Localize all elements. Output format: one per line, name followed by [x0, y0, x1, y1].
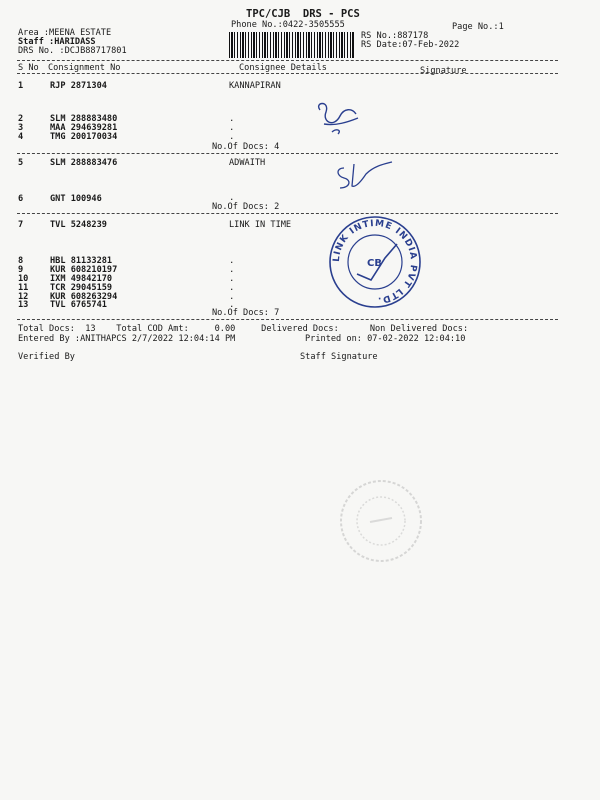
- table-row-consignment: MAA 294639281: [50, 123, 118, 133]
- drs-number: DRS No. :DCJB88717801: [18, 46, 127, 56]
- company-stamp: [327, 214, 423, 310]
- divider: [17, 60, 558, 61]
- table-row-consignment: KUR 608263294: [50, 292, 118, 302]
- divider: [17, 213, 558, 214]
- totals-line: Total Docs: 13 Total COD Amt: 0.00 Delivered Docs: Non Delivered Docs:: [18, 324, 469, 334]
- divider: [17, 319, 558, 320]
- signature-adwaith: [330, 158, 396, 194]
- verified-by-label: Verified By: [18, 352, 75, 362]
- table-row-sno: 1: [18, 81, 24, 91]
- table-row-sno: 12: [18, 292, 29, 302]
- table-row-consignment: KUR 608210197: [50, 265, 118, 275]
- table-row-sno: 7: [18, 220, 24, 230]
- row-dot: .: [229, 300, 235, 310]
- area-label: Area :MEENA ESTATE: [18, 28, 112, 38]
- svg-text:CB: CB: [367, 258, 382, 269]
- table-row-sno: 4: [18, 132, 24, 142]
- table-row-consignment: GNT 100946: [50, 194, 102, 204]
- row-dot: .: [229, 283, 235, 293]
- table-row-sno: 13: [18, 300, 29, 310]
- faded-stamp-mark: [338, 478, 424, 564]
- table-row-sno: 6: [18, 194, 24, 204]
- docs-count: No.Of Docs: 4: [212, 142, 280, 152]
- divider: [17, 153, 558, 154]
- table-row-sno: 2: [18, 114, 24, 124]
- table-row-sno: 10: [18, 274, 29, 284]
- table-row-consignment: RJP 2871304: [50, 81, 107, 91]
- document-title: TPC/CJB DRS - PCS: [246, 8, 360, 20]
- docs-count: No.Of Docs: 2: [212, 202, 280, 212]
- table-row-sno: 8: [18, 256, 24, 266]
- svg-text:LINK INTIME INDIA PVT LTD.: LINK INTIME INDIA PVT LTD.: [331, 218, 419, 305]
- table-row-sno: 9: [18, 265, 24, 275]
- row-dot: .: [229, 292, 235, 302]
- consignee-name: ADWAITH: [229, 158, 266, 168]
- table-row-consignment: TVL 6765741: [50, 300, 107, 310]
- table-row-sno: 5: [18, 158, 24, 168]
- docs-count: No.Of Docs: 7: [212, 308, 280, 318]
- table-row-consignment: TVL 5248239: [50, 220, 107, 230]
- rs-number: RS No.:887178: [361, 31, 429, 41]
- row-dot: .: [229, 132, 235, 142]
- staff-label: Staff :HARIDASS: [18, 37, 96, 47]
- table-row-sno: 11: [18, 283, 29, 293]
- phone-number: Phone No.:0422-3505555: [231, 20, 345, 30]
- table-row-sno: 3: [18, 123, 24, 133]
- page-number: Page No.:1: [452, 22, 504, 32]
- column-header-consignment: Consignment No: [48, 63, 121, 73]
- row-dot: .: [229, 123, 235, 133]
- column-header-sno: S No: [18, 63, 39, 73]
- table-row-consignment: TCR 29045159: [50, 283, 113, 293]
- consignee-name: KANNAPIRAN: [229, 81, 281, 91]
- rs-date: RS Date:07-Feb-2022: [361, 40, 460, 50]
- divider: [17, 73, 558, 74]
- row-dot: .: [229, 274, 235, 284]
- table-row-consignment: IXM 49842170: [50, 274, 113, 284]
- row-dot: .: [229, 265, 235, 275]
- table-row-consignment: TMG 200170034: [50, 132, 118, 142]
- row-dot: .: [229, 193, 235, 203]
- staff-signature-label: Staff Signature: [300, 352, 378, 362]
- row-dot: .: [229, 256, 235, 266]
- column-header-consignee: Consignee Details: [239, 63, 327, 73]
- signature-kannapiran: [312, 98, 362, 138]
- row-dot: .: [229, 114, 235, 124]
- entered-by: Entered By :ANITHAPCS 2/7/2022 12:04:14 PM: [18, 334, 236, 344]
- table-row-consignment: HBL 81133281: [50, 256, 113, 266]
- table-row-consignment: SLM 288883476: [50, 158, 118, 168]
- consignee-name: LINK IN TIME: [229, 220, 292, 230]
- printed-on: Printed on: 07-02-2022 12:04:10: [305, 334, 466, 344]
- table-row-consignment: SLM 288883480: [50, 114, 118, 124]
- column-header-signature: Signature: [420, 66, 467, 76]
- barcode-image: [229, 32, 355, 58]
